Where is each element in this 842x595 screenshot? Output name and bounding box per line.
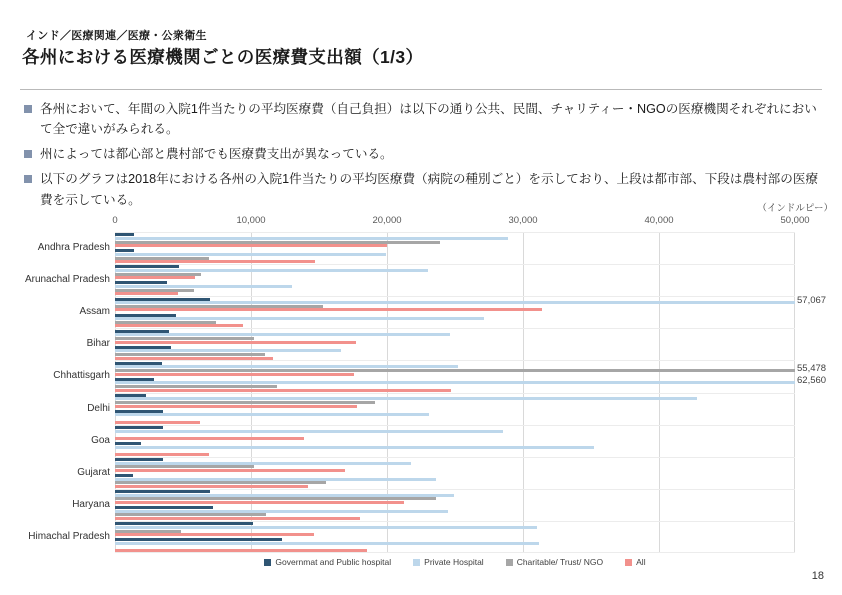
y-axis-state-labels bbox=[14, 232, 110, 553]
x-axis-tick-label: 10,000 bbox=[236, 215, 266, 226]
legend-label: Private Hospital bbox=[424, 557, 484, 567]
bullet-text: 州によっては都心部と農村部でも医療費支出が異なっている。 bbox=[40, 147, 393, 162]
bar-urban-3 bbox=[115, 341, 356, 344]
bar-rural-1 bbox=[115, 317, 484, 320]
x-axis-ticks bbox=[112, 215, 810, 227]
bar-rural-2 bbox=[115, 481, 326, 484]
bar-urban-2 bbox=[115, 241, 440, 244]
state-label: Goa bbox=[91, 434, 110, 446]
x-axis-tick-label: 20,000 bbox=[372, 215, 402, 226]
category-separator-line bbox=[115, 552, 795, 553]
category-separator-line bbox=[115, 328, 795, 329]
category-separator-line bbox=[115, 360, 795, 361]
bar-rural-1 bbox=[115, 542, 539, 545]
axis-unit-label: （インドルピー） bbox=[757, 203, 833, 214]
page-number: 18 bbox=[811, 570, 824, 582]
state-label: Gujarat bbox=[77, 466, 110, 478]
legend-label: All bbox=[636, 557, 646, 567]
bar-rural-1 bbox=[115, 375, 827, 387]
page-title: 各州における医療機関ごとの医療費支出額（1/3） bbox=[22, 47, 424, 67]
breadcrumb: インド／医療関連／医療・公衆衛生 bbox=[26, 30, 207, 42]
bar-urban-1 bbox=[115, 333, 450, 336]
bullet-item bbox=[24, 99, 828, 139]
legend-item bbox=[625, 557, 645, 567]
bar-urban-3 bbox=[115, 405, 357, 408]
bar-urban-1 bbox=[115, 462, 411, 465]
state-label: Chhattisgarh bbox=[53, 370, 110, 382]
bar-rural-2 bbox=[115, 385, 277, 388]
legend-item bbox=[413, 557, 484, 567]
bar-rural-1 bbox=[115, 253, 386, 256]
bar-urban-0 bbox=[115, 265, 179, 268]
bar-rural-3 bbox=[115, 421, 200, 424]
legend-swatch-icon bbox=[625, 559, 632, 566]
bar-rural-1 bbox=[115, 285, 292, 288]
bar-rural-0 bbox=[115, 442, 141, 445]
bar-urban-3 bbox=[115, 533, 314, 536]
bar-rural-0 bbox=[115, 346, 171, 349]
bar-value-label: 62,560 bbox=[797, 375, 827, 387]
bar-urban-3 bbox=[115, 373, 354, 376]
legend-label: Charitable/ Trust/ NGO bbox=[516, 557, 604, 567]
bar-rural-1 bbox=[115, 349, 341, 352]
state-label: Andhra Pradesh bbox=[37, 242, 110, 254]
bar-urban-2 bbox=[115, 337, 254, 340]
bar-rural-1 bbox=[115, 478, 436, 481]
state-label: Haryana bbox=[72, 498, 110, 510]
bar-urban-0 bbox=[115, 362, 162, 365]
bar-rural-3 bbox=[115, 292, 178, 295]
bar-urban-0 bbox=[115, 522, 253, 525]
bullet-text: 以下のグラフは2018年における各州の入院1件当たりの平均医療費（病院の種別ごと）を示しており、上段は都市部、下段は農村部の医療費を示している。 bbox=[40, 172, 819, 207]
bar-value-label: 55,478 bbox=[797, 363, 827, 374]
bar-urban-1 bbox=[115, 365, 458, 368]
x-axis-tick-label: 0 bbox=[112, 215, 118, 226]
x-axis-tick-label: 40,000 bbox=[644, 215, 674, 226]
bar-rural-1 bbox=[115, 413, 429, 416]
bar-urban-0 bbox=[115, 330, 169, 333]
bar-rural-3 bbox=[115, 549, 367, 552]
category-separator-line bbox=[115, 264, 795, 265]
legend-swatch-icon bbox=[413, 559, 420, 566]
bullet-square-icon bbox=[24, 175, 32, 183]
bar-urban-3 bbox=[115, 276, 195, 279]
legend-swatch-icon bbox=[506, 559, 513, 566]
bar-urban-2 bbox=[115, 401, 375, 404]
bar-rural-1 bbox=[115, 510, 448, 513]
bar-chart-plot-area bbox=[115, 232, 827, 553]
bar-rural-3 bbox=[115, 517, 360, 520]
bullet-list bbox=[24, 99, 828, 215]
bar-urban-3 bbox=[115, 308, 542, 311]
bar-urban-2 bbox=[115, 363, 827, 374]
chart-legend bbox=[115, 557, 795, 567]
bar-rural-3 bbox=[115, 453, 209, 456]
bar-urban-2 bbox=[115, 465, 254, 468]
bar-urban-3 bbox=[115, 244, 387, 247]
legend-swatch-icon bbox=[264, 559, 271, 566]
bar-urban-1 bbox=[115, 269, 428, 272]
bar-rural-0 bbox=[115, 314, 176, 317]
bar-rural-0 bbox=[115, 378, 154, 381]
bar-urban-1 bbox=[115, 295, 827, 307]
bar-rural-0 bbox=[115, 281, 167, 284]
bar-rural-2 bbox=[115, 513, 266, 516]
category-separator-line bbox=[115, 425, 795, 426]
legend-label: Governmat and Public hospital bbox=[275, 557, 392, 567]
state-label: Arunachal Pradesh bbox=[24, 274, 110, 286]
state-label: Delhi bbox=[87, 402, 110, 414]
category-separator-line bbox=[115, 457, 795, 458]
category-separator-line bbox=[115, 296, 795, 297]
bar-urban-3 bbox=[115, 469, 345, 472]
bar-urban-0 bbox=[115, 458, 163, 461]
bar-rural-2 bbox=[115, 353, 265, 356]
category-separator-line bbox=[115, 393, 795, 394]
bar-urban-0 bbox=[115, 426, 163, 429]
bar-urban-0 bbox=[115, 298, 210, 301]
bar-rural-3 bbox=[115, 389, 451, 392]
bar-urban-2 bbox=[115, 530, 181, 533]
bar-rural-3 bbox=[115, 260, 315, 263]
legend-item bbox=[264, 557, 391, 567]
bar-rural-2 bbox=[115, 257, 209, 260]
bullet-square-icon bbox=[24, 150, 32, 158]
bullet-item bbox=[24, 169, 828, 209]
bar-rural-3 bbox=[115, 357, 273, 360]
bar-urban-2 bbox=[115, 273, 201, 276]
bar-urban-1 bbox=[115, 397, 697, 400]
bullet-text: 各州において、年間の入院1件当たりの平均医療費（自己負担）は以下の通り公共、民間、チャリティー・NGOの医療機関それぞれにおいて全で違いがみられる。 bbox=[40, 102, 817, 137]
bar-urban-3 bbox=[115, 437, 304, 440]
bar-urban-2 bbox=[115, 497, 436, 500]
bar-urban-0 bbox=[115, 490, 210, 493]
bullet-item bbox=[24, 144, 828, 164]
legend-item bbox=[506, 557, 603, 567]
x-axis-tick-label: 30,000 bbox=[508, 215, 538, 226]
bar-urban-1 bbox=[115, 237, 508, 240]
bar-rural-3 bbox=[115, 324, 243, 327]
state-label: Himachal Pradesh bbox=[28, 530, 110, 542]
bar-rural-3 bbox=[115, 485, 308, 488]
bar-urban-0 bbox=[115, 394, 146, 397]
bar-urban-1 bbox=[115, 494, 454, 497]
bar-rural-0 bbox=[115, 474, 133, 477]
title-divider bbox=[20, 89, 822, 90]
bar-rural-1 bbox=[115, 446, 594, 449]
bar-urban-3 bbox=[115, 501, 404, 504]
x-axis-tick-label: 50,000 bbox=[780, 215, 810, 226]
bar-rural-0 bbox=[115, 538, 282, 541]
bar-rural-2 bbox=[115, 289, 194, 292]
bar-urban-0 bbox=[115, 233, 134, 236]
bar-rural-2 bbox=[115, 321, 216, 324]
bar-rural-0 bbox=[115, 410, 163, 413]
state-label: Bihar bbox=[86, 338, 110, 350]
bullet-square-icon bbox=[24, 105, 32, 113]
state-label: Assam bbox=[79, 306, 110, 318]
category-separator-line bbox=[115, 489, 795, 490]
bar-urban-1 bbox=[115, 526, 537, 529]
bar-urban-2 bbox=[115, 305, 323, 308]
bar-value-label: 57,067 bbox=[797, 295, 827, 307]
bar-rural-0 bbox=[115, 249, 134, 252]
bar-urban-1 bbox=[115, 430, 503, 433]
category-separator-line bbox=[115, 232, 795, 233]
bar-rural-0 bbox=[115, 506, 213, 509]
